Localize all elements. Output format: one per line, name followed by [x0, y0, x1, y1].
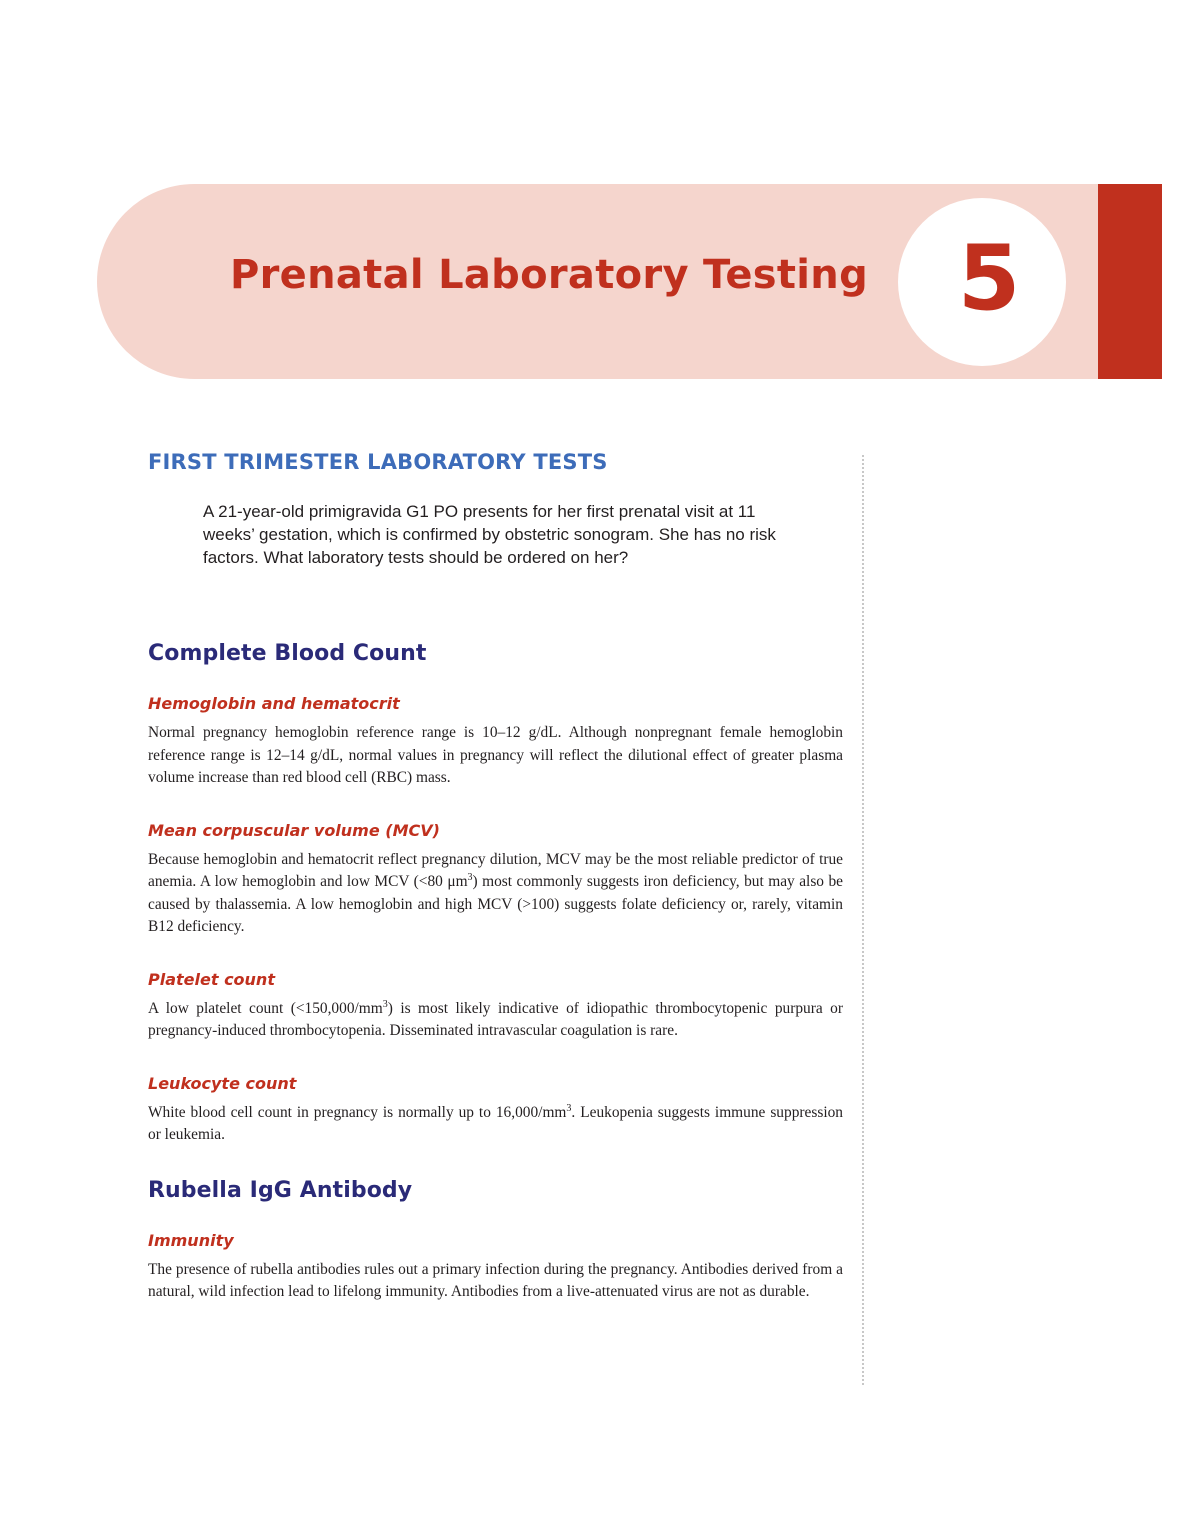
platelet-text-part1: A low platelet count (<150,000/mm	[148, 999, 383, 1017]
rubella-heading: Rubella IgG Antibody	[148, 1177, 413, 1203]
leukocyte-text	[148, 1102, 843, 1147]
hemoglobin-text: Normal pregnancy hemoglobin reference range is 10–12 g/dL. Although nonpregnant female hemoglobin reference range is 12–14 g/dL, normal values in pregnancy will reflect the dilutional effect of greater plasma volume increase than red blood cell (RBC) mass.	[148, 724, 843, 786]
chapter-accent-bar	[1098, 184, 1162, 379]
platelet-superscript: 3	[382, 998, 388, 1010]
mcv-text-part2: ) most commonly suggests iron deficiency, but may also be caused by thalassemia. A low hemoglobin and high MCV (>100) suggests folate deficiency or, rarely, vitamin B12 deficiency.	[148, 873, 843, 935]
case-vignette: A 21-year-old primigravida G1 PO presents for her first prenatal visit at 11 weeks’ gestation, which is confirmed by obstetric sonogram. She has no risk factors. What laboratory tests should be ordered on her?	[203, 502, 776, 567]
mcv-superscript: 3	[467, 871, 473, 883]
platelet-text	[148, 998, 843, 1043]
mcv-heading: Mean corpuscular volume (MCV)	[148, 820, 440, 840]
leukocyte-heading: Leukocyte count	[148, 1073, 297, 1093]
mcv-text-part1: Because hemoglobin and hematocrit reflect pregnancy dilution, MCV may be the most reliable predictor of true anemia. A low hemoglobin and low MCV (<80 μm	[148, 850, 843, 890]
section-title: FIRST TRIMESTER LABORATORY TESTS	[148, 450, 608, 474]
platelet-heading: Platelet count	[148, 969, 275, 989]
leukocyte-text-part2: . Leukopenia suggests immune suppression or leukemia.	[148, 1103, 843, 1143]
mcv-text	[148, 849, 843, 939]
cbc-heading: Complete Blood Count	[148, 641, 427, 666]
chapter-title: Prenatal Laboratory Testing	[230, 252, 868, 298]
page-content	[148, 450, 843, 1335]
leukocyte-text-part1: White blood cell count in pregnancy is normally up to 16,000/mm	[148, 1103, 567, 1121]
hemoglobin-heading: Hemoglobin and hematocrit	[148, 694, 400, 713]
margin-divider	[862, 455, 864, 1385]
platelet-text-part2: ) is most likely indicative of idiopathic thrombocytopenic purpura or pregnancy-induced thrombocytopenia. Disseminated intravascular coagulation is rare.	[148, 999, 843, 1039]
leukocyte-superscript: 3	[566, 1102, 572, 1114]
immunity-heading: Immunity	[148, 1230, 234, 1250]
chapter-number: 5	[957, 226, 1021, 331]
immunity-text: The presence of rubella antibodies rules out a primary infection during the pregnancy. Antibodies derived from a natural, wild infection lead to lifelong immunity. Antibodies from a live-attenuated virus are not as durable.	[148, 1260, 843, 1300]
chapter-number-badge	[898, 198, 1066, 366]
